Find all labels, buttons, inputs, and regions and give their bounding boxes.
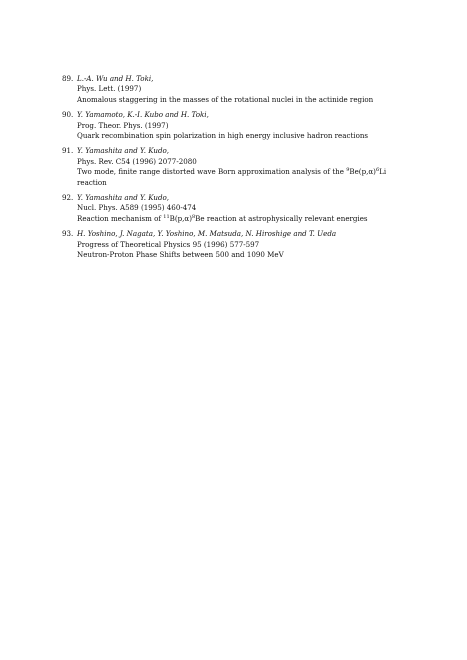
reference-authors: Y. Yamamoto, K.-I. Kubo and H. Toki, (77, 110, 209, 120)
reference-title: Neutron-Proton Phase Shifts between 500 and 1090 MeV (77, 250, 284, 260)
reference-item (62, 229, 442, 260)
reference-item (62, 110, 442, 141)
reference-number: 93. (62, 229, 74, 239)
reference-title-continued: reaction (77, 177, 107, 187)
reference-journal: Prog. Theor. Phys. (1997) (77, 120, 169, 130)
reference-journal: Nucl. Phys. A589 (1995) 460-474 (77, 203, 197, 213)
reference-journal: Phys. Rev. C54 (1996) 2077-2080 (77, 156, 197, 166)
reference-title: Reaction mechanism of $^{11}B(p,\alpha)^8Be$ reaction at astrophysically relevant energies (77, 213, 368, 223)
reference-number: 92. (62, 193, 74, 203)
reference-authors: H. Yoshino, J. Nagata, Y. Yoshino, M. Matsuda, N. Hiroshige and T. Ueda (77, 229, 337, 239)
reference-title: Two mode, finite range distorted wave Born approximation analysis of the $^9Be(p,\alpha)^6Li$ (77, 167, 387, 177)
reference-title: Anomalous staggering in the masses of the rotational nuclei in the actinide region (77, 94, 374, 104)
reference-item (62, 193, 442, 224)
reference-item (62, 74, 442, 105)
reference-authors: Y. Yamashita and Y. Kudo, (77, 193, 170, 203)
reference-authors: L.-A. Wu and H. Toki, (77, 74, 154, 83)
reference-number: 91. (62, 146, 74, 156)
reference-number: 89. (62, 74, 74, 83)
reference-item (62, 146, 442, 188)
reference-title: Quark recombination spin polarization in high energy inclusive hadron reactions (77, 131, 369, 141)
reference-number: 90. (62, 110, 74, 120)
reference-list (62, 74, 442, 266)
reference-journal: Phys. Lett. (1997) (77, 84, 142, 94)
reference-authors: Y. Yamashita and Y. Kudo, (77, 146, 170, 156)
reference-journal: Progress of Theoretical Physics 95 (1996) 577-597 (77, 239, 260, 249)
